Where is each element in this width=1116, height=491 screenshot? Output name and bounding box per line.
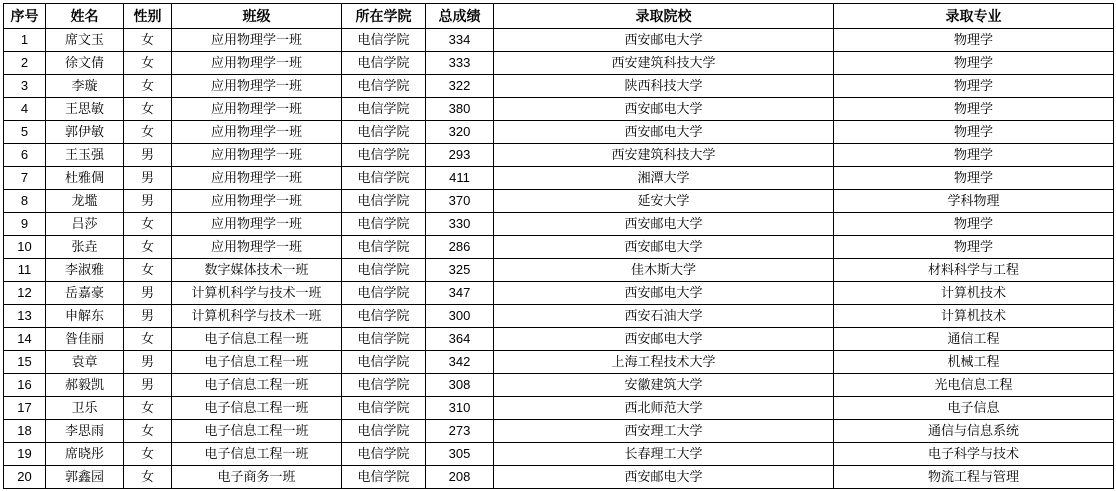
cell-score: 380 [426, 98, 494, 121]
cell-major: 物理学 [834, 98, 1114, 121]
table-row [4, 420, 1114, 443]
cell-college: 电信学院 [342, 98, 426, 121]
cell-gender: 女 [124, 328, 172, 351]
cell-school: 延安大学 [494, 190, 834, 213]
cell-class: 应用物理学一班 [172, 98, 342, 121]
table-header-row [4, 4, 1114, 29]
cell-school: 西安邮电大学 [494, 98, 834, 121]
cell-score: 293 [426, 144, 494, 167]
cell-seq: 16 [4, 374, 46, 397]
cell-school: 西安邮电大学 [494, 29, 834, 52]
cell-college: 电信学院 [342, 328, 426, 351]
cell-seq: 6 [4, 144, 46, 167]
cell-name: 郝毅凯 [46, 374, 124, 397]
cell-school: 西安邮电大学 [494, 236, 834, 259]
cell-class: 应用物理学一班 [172, 236, 342, 259]
cell-major: 材料科学与工程 [834, 259, 1114, 282]
cell-college: 电信学院 [342, 305, 426, 328]
cell-school: 安徽建筑大学 [494, 374, 834, 397]
table-row [4, 305, 1114, 328]
cell-college: 电信学院 [342, 420, 426, 443]
cell-school: 西安邮电大学 [494, 213, 834, 236]
cell-school: 西北师范大学 [494, 397, 834, 420]
cell-name: 卫乐 [46, 397, 124, 420]
cell-college: 电信学院 [342, 52, 426, 75]
cell-name: 李淑雅 [46, 259, 124, 282]
cell-score: 370 [426, 190, 494, 213]
table-header [4, 4, 1114, 29]
column-header-school: 录取院校 [494, 4, 834, 29]
cell-gender: 女 [124, 420, 172, 443]
cell-gender: 女 [124, 443, 172, 466]
cell-score: 333 [426, 52, 494, 75]
cell-major: 计算机技术 [834, 282, 1114, 305]
cell-name: 申解东 [46, 305, 124, 328]
cell-major: 物流工程与管理 [834, 466, 1114, 489]
cell-class: 应用物理学一班 [172, 29, 342, 52]
cell-score: 325 [426, 259, 494, 282]
cell-gender: 男 [124, 190, 172, 213]
cell-score: 330 [426, 213, 494, 236]
cell-gender: 女 [124, 52, 172, 75]
cell-class: 应用物理学一班 [172, 167, 342, 190]
cell-seq: 5 [4, 121, 46, 144]
cell-score: 310 [426, 397, 494, 420]
cell-seq: 13 [4, 305, 46, 328]
cell-class: 应用物理学一班 [172, 144, 342, 167]
cell-major: 物理学 [834, 144, 1114, 167]
cell-seq: 7 [4, 167, 46, 190]
cell-seq: 1 [4, 29, 46, 52]
cell-seq: 9 [4, 213, 46, 236]
cell-name: 李思雨 [46, 420, 124, 443]
cell-college: 电信学院 [342, 121, 426, 144]
cell-school: 湘潭大学 [494, 167, 834, 190]
cell-major: 通信工程 [834, 328, 1114, 351]
cell-name: 王思敏 [46, 98, 124, 121]
cell-class: 电子信息工程一班 [172, 420, 342, 443]
table-row [4, 282, 1114, 305]
cell-college: 电信学院 [342, 213, 426, 236]
cell-school: 长春理工大学 [494, 443, 834, 466]
cell-class: 数字媒体技术一班 [172, 259, 342, 282]
cell-gender: 男 [124, 144, 172, 167]
cell-college: 电信学院 [342, 167, 426, 190]
table-row [4, 121, 1114, 144]
cell-gender: 女 [124, 259, 172, 282]
cell-score: 305 [426, 443, 494, 466]
table-row [4, 167, 1114, 190]
table-row [4, 397, 1114, 420]
cell-college: 电信学院 [342, 29, 426, 52]
cell-name: 张垚 [46, 236, 124, 259]
cell-gender: 女 [124, 75, 172, 98]
cell-school: 西安邮电大学 [494, 282, 834, 305]
cell-major: 电子信息 [834, 397, 1114, 420]
cell-class: 电子商务一班 [172, 466, 342, 489]
cell-class: 应用物理学一班 [172, 52, 342, 75]
cell-seq: 14 [4, 328, 46, 351]
cell-seq: 15 [4, 351, 46, 374]
cell-college: 电信学院 [342, 282, 426, 305]
cell-major: 物理学 [834, 167, 1114, 190]
cell-name: 王玉强 [46, 144, 124, 167]
cell-seq: 2 [4, 52, 46, 75]
table-row [4, 259, 1114, 282]
table-row [4, 98, 1114, 121]
cell-college: 电信学院 [342, 443, 426, 466]
cell-seq: 8 [4, 190, 46, 213]
table-body [4, 29, 1114, 489]
table-row [4, 29, 1114, 52]
cell-score: 364 [426, 328, 494, 351]
cell-college: 电信学院 [342, 75, 426, 98]
cell-seq: 17 [4, 397, 46, 420]
column-header-seq: 序号 [4, 4, 46, 29]
cell-major: 物理学 [834, 213, 1114, 236]
column-header-class: 班级 [172, 4, 342, 29]
table-row [4, 213, 1114, 236]
cell-school: 西安邮电大学 [494, 328, 834, 351]
cell-score: 320 [426, 121, 494, 144]
cell-score: 286 [426, 236, 494, 259]
cell-gender: 男 [124, 351, 172, 374]
cell-major: 学科物理 [834, 190, 1114, 213]
cell-major: 物理学 [834, 75, 1114, 98]
cell-score: 334 [426, 29, 494, 52]
cell-seq: 19 [4, 443, 46, 466]
cell-major: 电子科学与技术 [834, 443, 1114, 466]
cell-score: 273 [426, 420, 494, 443]
cell-college: 电信学院 [342, 259, 426, 282]
admission-table-container [3, 3, 1113, 489]
cell-class: 应用物理学一班 [172, 213, 342, 236]
cell-school: 佳木斯大学 [494, 259, 834, 282]
cell-score: 208 [426, 466, 494, 489]
cell-school: 西安建筑科技大学 [494, 144, 834, 167]
cell-name: 席文玉 [46, 29, 124, 52]
table-row [4, 190, 1114, 213]
cell-name: 昝佳丽 [46, 328, 124, 351]
cell-name: 郭鑫园 [46, 466, 124, 489]
cell-college: 电信学院 [342, 351, 426, 374]
cell-gender: 女 [124, 98, 172, 121]
cell-seq: 11 [4, 259, 46, 282]
cell-college: 电信学院 [342, 397, 426, 420]
cell-gender: 女 [124, 121, 172, 144]
cell-major: 计算机技术 [834, 305, 1114, 328]
table-row [4, 75, 1114, 98]
cell-class: 计算机科学与技术一班 [172, 305, 342, 328]
cell-gender: 男 [124, 282, 172, 305]
cell-name: 杜雅倜 [46, 167, 124, 190]
cell-major: 物理学 [834, 121, 1114, 144]
cell-class: 电子信息工程一班 [172, 374, 342, 397]
cell-name: 吕莎 [46, 213, 124, 236]
column-header-score: 总成绩 [426, 4, 494, 29]
cell-gender: 男 [124, 305, 172, 328]
cell-school: 西安邮电大学 [494, 121, 834, 144]
cell-class: 应用物理学一班 [172, 75, 342, 98]
cell-name: 徐文倩 [46, 52, 124, 75]
cell-major: 物理学 [834, 52, 1114, 75]
cell-name: 龙壏 [46, 190, 124, 213]
cell-major: 通信与信息系统 [834, 420, 1114, 443]
cell-score: 342 [426, 351, 494, 374]
cell-school: 陕西科技大学 [494, 75, 834, 98]
cell-name: 席晓彤 [46, 443, 124, 466]
cell-score: 322 [426, 75, 494, 98]
cell-college: 电信学院 [342, 466, 426, 489]
cell-seq: 3 [4, 75, 46, 98]
table-row [4, 144, 1114, 167]
cell-school: 西安理工大学 [494, 420, 834, 443]
cell-gender: 女 [124, 236, 172, 259]
column-header-college: 所在学院 [342, 4, 426, 29]
cell-class: 电子信息工程一班 [172, 328, 342, 351]
cell-school: 西安石油大学 [494, 305, 834, 328]
cell-gender: 女 [124, 29, 172, 52]
cell-name: 岳嘉豪 [46, 282, 124, 305]
cell-score: 411 [426, 167, 494, 190]
table-row [4, 328, 1114, 351]
cell-class: 电子信息工程一班 [172, 351, 342, 374]
cell-class: 电子信息工程一班 [172, 443, 342, 466]
cell-class: 电子信息工程一班 [172, 397, 342, 420]
cell-school: 西安建筑科技大学 [494, 52, 834, 75]
cell-seq: 20 [4, 466, 46, 489]
cell-school: 上海工程技术大学 [494, 351, 834, 374]
column-header-gender: 性别 [124, 4, 172, 29]
admission-results-table [3, 3, 1114, 489]
table-row [4, 466, 1114, 489]
cell-seq: 12 [4, 282, 46, 305]
table-row [4, 351, 1114, 374]
cell-college: 电信学院 [342, 190, 426, 213]
cell-score: 300 [426, 305, 494, 328]
cell-major: 物理学 [834, 29, 1114, 52]
cell-major: 光电信息工程 [834, 374, 1114, 397]
cell-name: 袁章 [46, 351, 124, 374]
cell-gender: 女 [124, 213, 172, 236]
cell-seq: 10 [4, 236, 46, 259]
table-row [4, 236, 1114, 259]
cell-name: 李璇 [46, 75, 124, 98]
table-row [4, 52, 1114, 75]
cell-college: 电信学院 [342, 236, 426, 259]
cell-college: 电信学院 [342, 374, 426, 397]
table-row [4, 374, 1114, 397]
cell-score: 347 [426, 282, 494, 305]
table-row [4, 443, 1114, 466]
cell-name: 郭伊敏 [46, 121, 124, 144]
column-header-major: 录取专业 [834, 4, 1114, 29]
cell-seq: 4 [4, 98, 46, 121]
cell-class: 计算机科学与技术一班 [172, 282, 342, 305]
cell-major: 物理学 [834, 236, 1114, 259]
cell-score: 308 [426, 374, 494, 397]
cell-major: 机械工程 [834, 351, 1114, 374]
cell-college: 电信学院 [342, 144, 426, 167]
cell-class: 应用物理学一班 [172, 190, 342, 213]
cell-gender: 女 [124, 397, 172, 420]
cell-gender: 男 [124, 374, 172, 397]
column-header-name: 姓名 [46, 4, 124, 29]
cell-school: 西安邮电大学 [494, 466, 834, 489]
cell-class: 应用物理学一班 [172, 121, 342, 144]
cell-seq: 18 [4, 420, 46, 443]
cell-gender: 女 [124, 466, 172, 489]
cell-gender: 男 [124, 167, 172, 190]
